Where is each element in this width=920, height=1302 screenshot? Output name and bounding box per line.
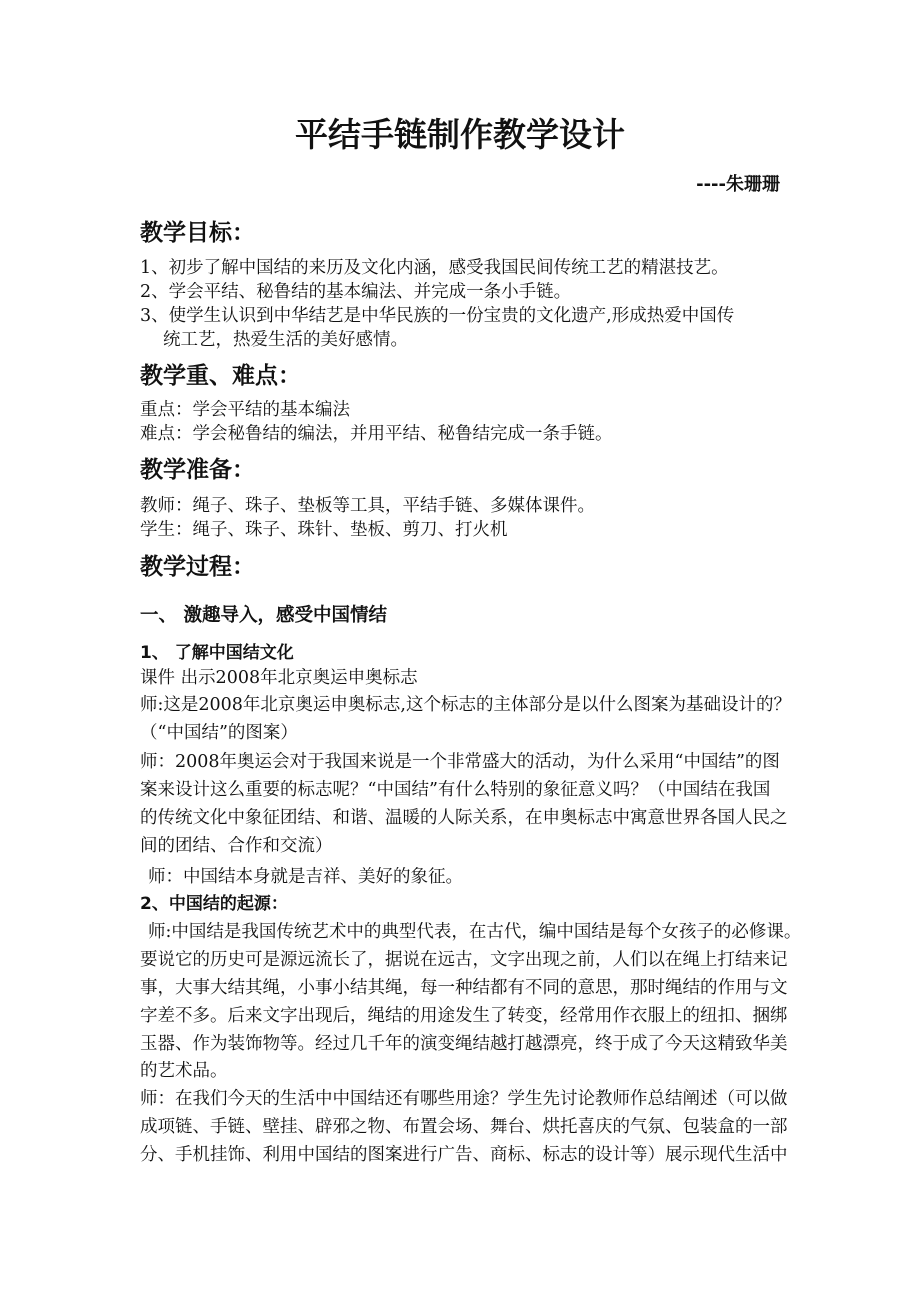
- subheading: 一、 激趣导入，感受中国情结: [140, 605, 387, 626]
- paragraph-line: 教师：绳子、珠子、垫板等工具，平结手链、多媒体课件。: [140, 496, 595, 516]
- paragraph-line: 师：中国结本身就是吉祥、美好的象征。: [148, 867, 463, 887]
- paragraph-line: 难点：学会秘鲁结的编法，并用平结、秘鲁结完成一条手链。: [140, 424, 613, 444]
- paragraph-line: 2、学会平结、秘鲁结的基本编法、并完成一条小手链。: [140, 282, 572, 302]
- paragraph-line: 的艺术品。: [140, 1061, 228, 1081]
- paragraph-line: （“中国结”的图案）: [140, 723, 298, 743]
- paragraph-line: 师:这是2008年北京奥运申奥标志,这个标志的主体部分是以什么图案为基础设计的？: [140, 695, 791, 715]
- paragraph-line: 事，大事大结其绳，小事小结其绳，每一种结都有不同的意思，那时绳结的作用与文: [140, 978, 788, 998]
- paragraph-line: 案来设计这么重要的标志呢？“中国结”有什么特别的象征意义吗？（中国结在我国: [140, 780, 771, 800]
- paragraph-line: 字差不多。后来文字出现后，绳结的用途发生了转变，经常用作衣服上的纽扣、捆绑: [140, 1006, 788, 1026]
- section-heading: 教学过程：: [140, 554, 255, 580]
- section-heading: 教学目标：: [140, 220, 255, 246]
- paragraph-line: 师：在我们今天的生活中中国结还有哪些用途？学生先讨论教师作总结阐述（可以做: [140, 1089, 788, 1109]
- paragraph-line: 成项链、手链、壁挂、辟邪之物、布置会场、舞台、烘托喜庆的气氛、包装盒的一部: [140, 1117, 788, 1137]
- paragraph-line: 课件 出示2008年北京奥运申奥标志: [140, 668, 418, 688]
- paragraph-line: 3、使学生认识到中华结艺是中华民族的一份宝贵的文化遗产,形成热爱中国传: [140, 306, 735, 326]
- paragraph-line: 分、手机挂饰、利用中国结的图案进行广告、商标、标志的设计等）展示现代生活中: [140, 1145, 788, 1165]
- subheading: 1、 了解中国结文化: [140, 643, 294, 663]
- section-heading: 教学准备：: [140, 457, 255, 483]
- document-title: 平结手链制作教学设计: [295, 115, 625, 154]
- paragraph-line: 间的团结、合作和交流）: [140, 836, 333, 856]
- paragraph-line: 的传统文化中象征团结、和谐、温暖的人际关系，在申奥标志中寓意世界各国人民之: [140, 808, 788, 828]
- paragraph-line: 重点：学会平结的基本编法: [140, 400, 350, 420]
- section-heading: 教学重、难点：: [140, 363, 301, 389]
- paragraph-line: 师：2008年奥运会对于我国来说是一个非常盛大的活动，为什么采用“中国结”的图: [140, 752, 780, 772]
- subheading: 2、中国结的起源：: [140, 894, 288, 914]
- paragraph-line: 1、初步了解中国结的来历及文化内涵，感受我国民间传统工艺的精湛技艺。: [140, 258, 729, 278]
- paragraph-line: 统工艺，热爱生活的美好感情。: [163, 330, 408, 350]
- author: ----朱珊珊: [696, 174, 780, 195]
- paragraph-line: 学生：绳子、珠子、珠针、垫板、剪刀、打火机: [140, 520, 508, 540]
- paragraph-line: 师:中国结是我国传统艺术中的典型代表，在古代，编中国结是每个女孩子的必修课。: [148, 922, 802, 942]
- paragraph-line: 要说它的历史可是源远流长了，据说在远古，文字出现之前，人们以在绳上打结来记: [140, 950, 788, 970]
- paragraph-line: 玉器、作为装饰物等。经过几千年的演变绳结越打越漂亮，终于成了今天这精致华美: [140, 1034, 788, 1054]
